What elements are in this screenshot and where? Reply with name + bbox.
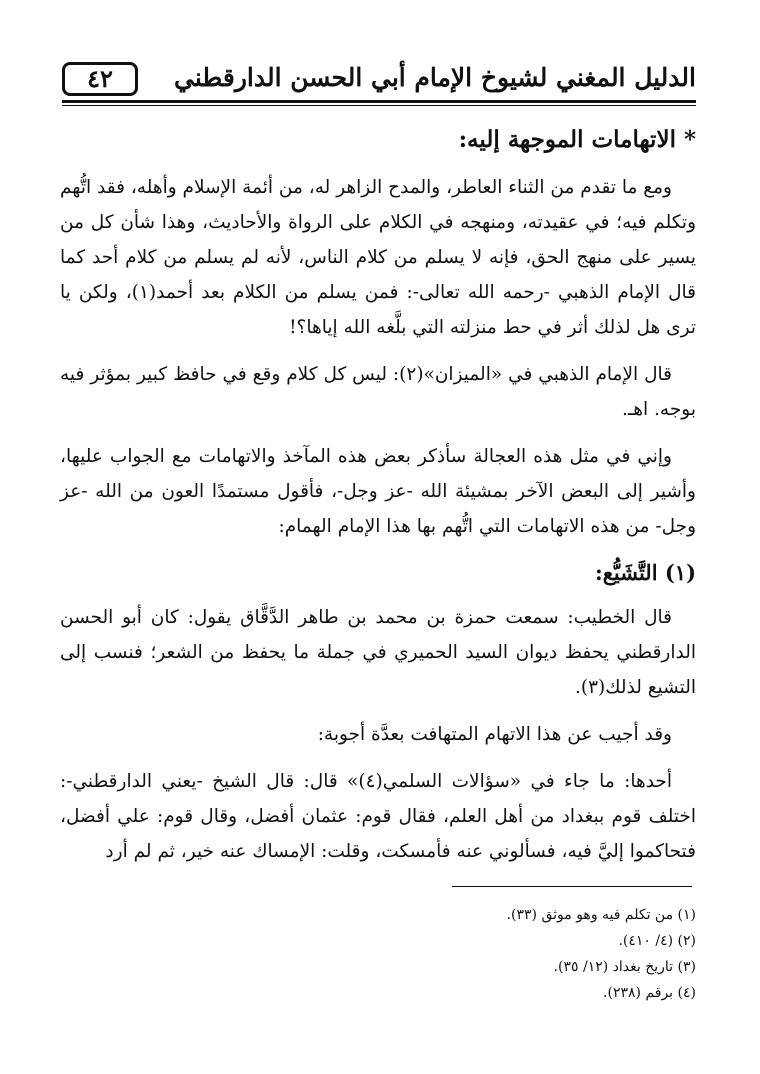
footnote: (٢) (٤/ ٤١٠).	[618, 933, 696, 949]
footnote-rule	[452, 886, 692, 887]
paragraph: قال الخطيب: سمعت حمزة بن محمد بن طاهر الدَّقَّاق يقول: كان أبو الحسن الدارقطني يحفظ ديوان السيد الحميري في جملة ما يحفظ من الشعر؛ فنسب إلى التشيع لذلك(٣).	[60, 607, 696, 698]
page-header	[62, 60, 696, 106]
footnote: (٣) تاريخ بغداد (١٢/ ٣٥).	[553, 959, 696, 975]
subheading: (١) التَّشَيُّع:	[594, 560, 696, 585]
section-title: * الاتهامات الموجهة إليه:	[458, 126, 696, 153]
footnote: (١) من تكلم فيه وهو موثق (٣٣).	[506, 907, 696, 923]
header-rule-thin	[62, 105, 696, 106]
paragraph: ومع ما تقدم من الثناء العاطر، والمدح الزاهر له، من أئمة الإسلام وأهله، فقد اتُّهم وتكلم فيه؛ في عقيدته، ومنهجه في الكلام على الرواة والأحاديث، وهذا شأن كل من يسير على منهج الحق، فإنه لا يسلم من كلام الناس، لأنه لم يسلم من كلام أحد كما قال الإمام الذهبي -رحمه الله تعالى-: فمن يسلم من الكلام بعد أحمد(١)، ولكن يا ترى هل لذلك أثر في حط منزلته التي بلَّغه الله إياها؟!	[60, 177, 696, 338]
paragraph: وإني في مثل هذه العجالة سأذكر بعض هذه المآخذ والاتهامات مع الجواب عليها، وأشير إلى البعض الآخر بمشيئة الله -عز وجل-، فأقول مستمدًا العون من الله -عز وجل- من هذه الاتهامات التي اتُّهم بها هذا الإمام الهمام:	[60, 446, 696, 537]
footnote: (٤) برقم (٢٣٨).	[603, 985, 696, 1001]
paragraph: وقد أجيب عن هذا الاتهام المتهافت بعدَّة أجوبة:	[317, 724, 672, 745]
page-number: ٤٢	[62, 62, 138, 96]
running-title: الدليل المغني لشيوخ الإمام أبي الحسن الدارقطني	[174, 63, 696, 92]
main-text	[60, 118, 696, 881]
header-rule	[62, 100, 696, 103]
footnotes	[60, 902, 696, 1006]
paragraph: أحدها: ما جاء في «سؤالات السلمي(٤)» قال: قال الشيخ -يعني الدارقطني-: اختلف قوم ببغداد من أهل العلم، فقال قوم: عثمان أفضل، وقال قوم: علي أفضل، فتحاكموا إليَّ فيه، فسألوني عنه فأمسكت، وقلت: الإمساك عنه خير، ثم لم أرد	[60, 771, 696, 862]
paragraph: قال الإمام الذهبي في «الميزان»(٢): ليس كل كلام وقع في حافظ كبير بمؤثر فيه بوجه. اهـ.	[60, 364, 696, 420]
